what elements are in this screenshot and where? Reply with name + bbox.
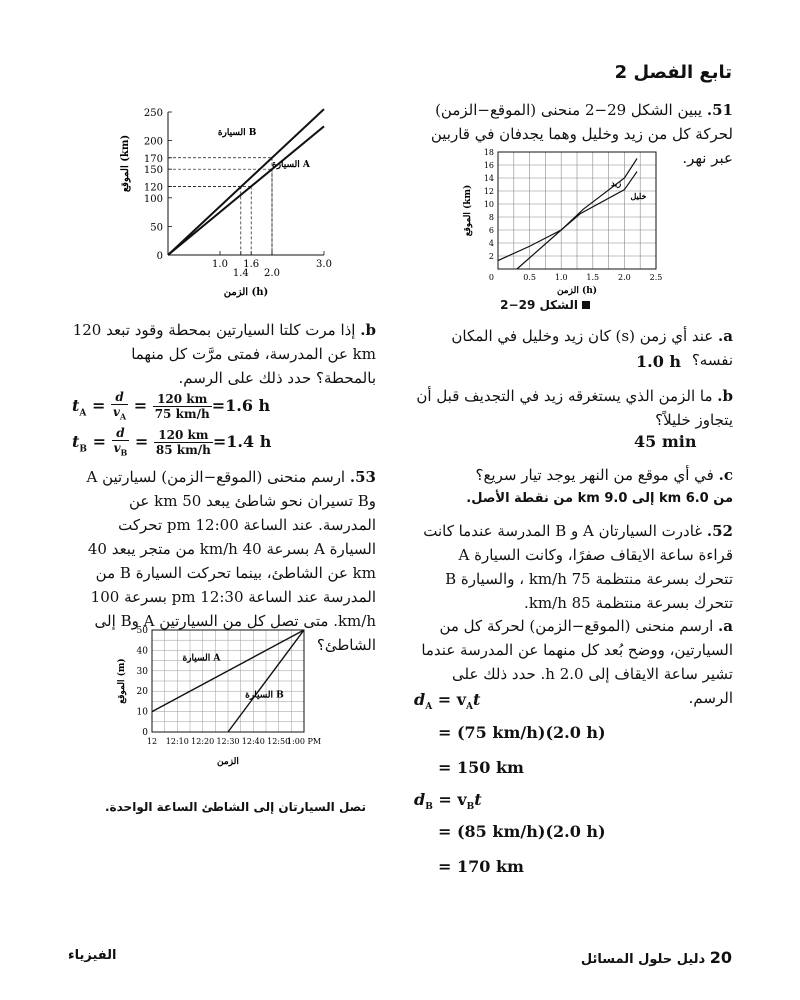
q51-a: a. عند أي زمن (s) كان زيد وخليل في المكان نفسه؟ — [451, 327, 733, 369]
y-axis-label: الموقع (m) — [117, 658, 127, 704]
y-tick-label: 0 — [142, 728, 148, 738]
series-line-1 — [168, 126, 324, 255]
x-tick-label: 12 — [146, 737, 158, 746]
footer-subject: الفيزياء — [68, 948, 117, 963]
x-axis-label: الزمن (h) — [223, 287, 269, 298]
q52-dB-eq: $d_B = v_Bt$ — [414, 790, 482, 813]
x-tick-label: 1.6 — [243, 259, 260, 270]
y-tick-label: 100 — [143, 193, 163, 205]
x-tick-label: 3.0 — [316, 259, 332, 270]
x-tick-label: 0.5 — [523, 273, 536, 282]
figure-2-29-caption: الشكل 29−2 — [500, 298, 590, 312]
x-tick-label: 12:20 — [191, 737, 215, 746]
q53-position-time-graph — [112, 622, 342, 772]
y-tick-label: 20 — [136, 687, 148, 698]
y-tick-label: 170 — [143, 153, 163, 165]
y-tick-label: 50 — [150, 222, 163, 234]
y-tick-label: 4 — [488, 239, 494, 248]
y-tick-label: 6 — [488, 226, 494, 235]
q51-b-answer: 45 min — [634, 432, 697, 451]
x-axis-label: الزمن — [217, 757, 239, 767]
q52-dB-line2: = (85 km/h)(2.0 h) — [438, 822, 606, 841]
y-axis-label: الموقع (km) — [120, 134, 131, 193]
series-label: السيارة B — [245, 690, 284, 701]
x-tick-label: 1.0 — [212, 259, 228, 270]
x-tick-label: 12:40 — [241, 737, 265, 746]
x-tick-label: 12:10 — [165, 737, 189, 746]
y-tick-label: 200 — [143, 136, 163, 148]
series-label: السيارة B — [217, 127, 257, 138]
q52-tA-eq: $t_A$ = $\frac{d}{v_A}$ = $\frac{120 km}{75 km/h}$ =1.6 h — [72, 390, 271, 422]
x-axis-label: الزمن (h) — [556, 286, 598, 296]
x-tick-label: 1.0 — [554, 273, 568, 282]
chapter-header: تابع الفصل 2 — [614, 62, 732, 83]
y-tick-label: 10 — [136, 707, 148, 718]
y-axis-label: الموقع (km) — [463, 184, 473, 237]
x-tick-label: 12:50 — [267, 737, 291, 746]
y-tick-label: 18 — [483, 148, 494, 157]
y-tick-label: 40 — [136, 646, 148, 657]
q52-dA-line3: = 150 km — [438, 758, 524, 777]
figure-2-29-chart — [458, 144, 668, 296]
q52-block: 52. غادرت السيارتان A و B المدرسة عندما كانت قراءة ساعة الايقاف صفرًا، وكانت السيارة A تتحرك بسرعة منتظمة 75 km/h ، والسيارة B تتحرك بسرعة منتظمة 85 km/h. — [423, 522, 733, 612]
q51-a-answer: 1.0 h — [636, 352, 682, 371]
y-tick-label: 14 — [483, 174, 494, 183]
y-tick-label: 150 — [143, 165, 163, 177]
x-tick-label: 0 — [488, 273, 494, 282]
series-label: زيد — [610, 177, 622, 188]
q52-b: b. إذا مرت كلتا السيارتين بمحطة وقود تبعد 120 km عن المدرسة، فمتى مرَّت كل منهما بالمحطة؟ حدد ذلك على الرسم. — [72, 321, 376, 387]
x-tick-label: 1:00 PM — [286, 737, 322, 746]
q51-text: يبين الشكل 29−2 منحنى (الموقع−الزمن) لحركة كل من زيد وخليل وهما يجدفان في قاربين عبر نهر. — [430, 101, 733, 167]
y-tick-label: 50 — [136, 626, 148, 636]
y-tick-label: 0 — [156, 251, 163, 262]
q51-b: b. ما الزمن الذي يستغرقه زيد في التجديف قبل أن يتجاوز خليلاً؟ — [416, 387, 733, 429]
q52-tB-eq: $t_B$ = $\frac{d}{v_B}$ = $\frac{120 km}{85 km/h}$ =1.4 h — [72, 426, 272, 458]
footer-page: 20 دليل حلول المسائل — [580, 948, 732, 967]
y-tick-label: 30 — [136, 666, 148, 677]
q51-c-answer: من 6.0 km إلى 9.0 km من نقطة الأصل. — [466, 491, 733, 506]
x-tick-label: 2.0 — [264, 268, 280, 279]
q52-position-time-graph — [110, 104, 350, 300]
y-tick-label: 16 — [483, 161, 494, 170]
y-tick-label: 8 — [488, 213, 494, 222]
x-tick-label: 2.5 — [649, 273, 663, 282]
q52-dB-line3: = 170 km — [438, 857, 524, 876]
q53-block: 53. ارسم منحنى (الموقع−الزمن) لسيارتين A وB تسيران نحو شاطئ يبعد 50 km عن المدرسة. عند الساعة 12:00 pm تحركت السيارة A بسرعة 40 km/h من متجر يبعد 40 km عن الشاطئ، بينما تحركت السيارة B من المدرسة عند الساعة 12:30 pm بسرعة 100 km/h. متى تصل كل من السيارتين A وB إلى الشاطئ؟ — [86, 468, 376, 654]
y-tick-label: 120 — [143, 182, 163, 194]
q51-c: c. في أي موقع من النهر يوجد تيار سريع؟ — [475, 466, 733, 484]
series-label: السيارة A — [272, 159, 310, 170]
series-label: السيارة A — [182, 653, 221, 664]
x-tick-label: 1.4 — [232, 268, 249, 279]
y-tick-label: 12 — [483, 187, 494, 196]
y-tick-label: 2 — [488, 252, 494, 261]
q51-number: 51. — [706, 101, 733, 119]
q52-dA-eq: $d_A = v_At$ — [414, 690, 481, 713]
y-tick-label: 250 — [143, 108, 163, 119]
q52-dA-line2: = (75 km/h)(2.0 h) — [438, 723, 606, 742]
x-tick-label: 2.0 — [618, 273, 631, 282]
x-tick-label: 1.5 — [586, 273, 600, 282]
x-tick-label: 12:30 — [216, 737, 240, 746]
series-label: خليل — [630, 190, 647, 201]
y-tick-label: 10 — [483, 200, 494, 209]
q52-a: a. ارسم منحنى (الموقع−الزمن) لحركة كل من السيارتين، ووضح بُعد كل منهما عن المدرسة عندما تشير ساعة الايقاف إلى 2.0 h. حدد ذلك على الرسم. — [421, 617, 733, 707]
q53-answer: تصل السيارتان إلى الشاطئ الساعة الواحدة. — [104, 800, 366, 814]
